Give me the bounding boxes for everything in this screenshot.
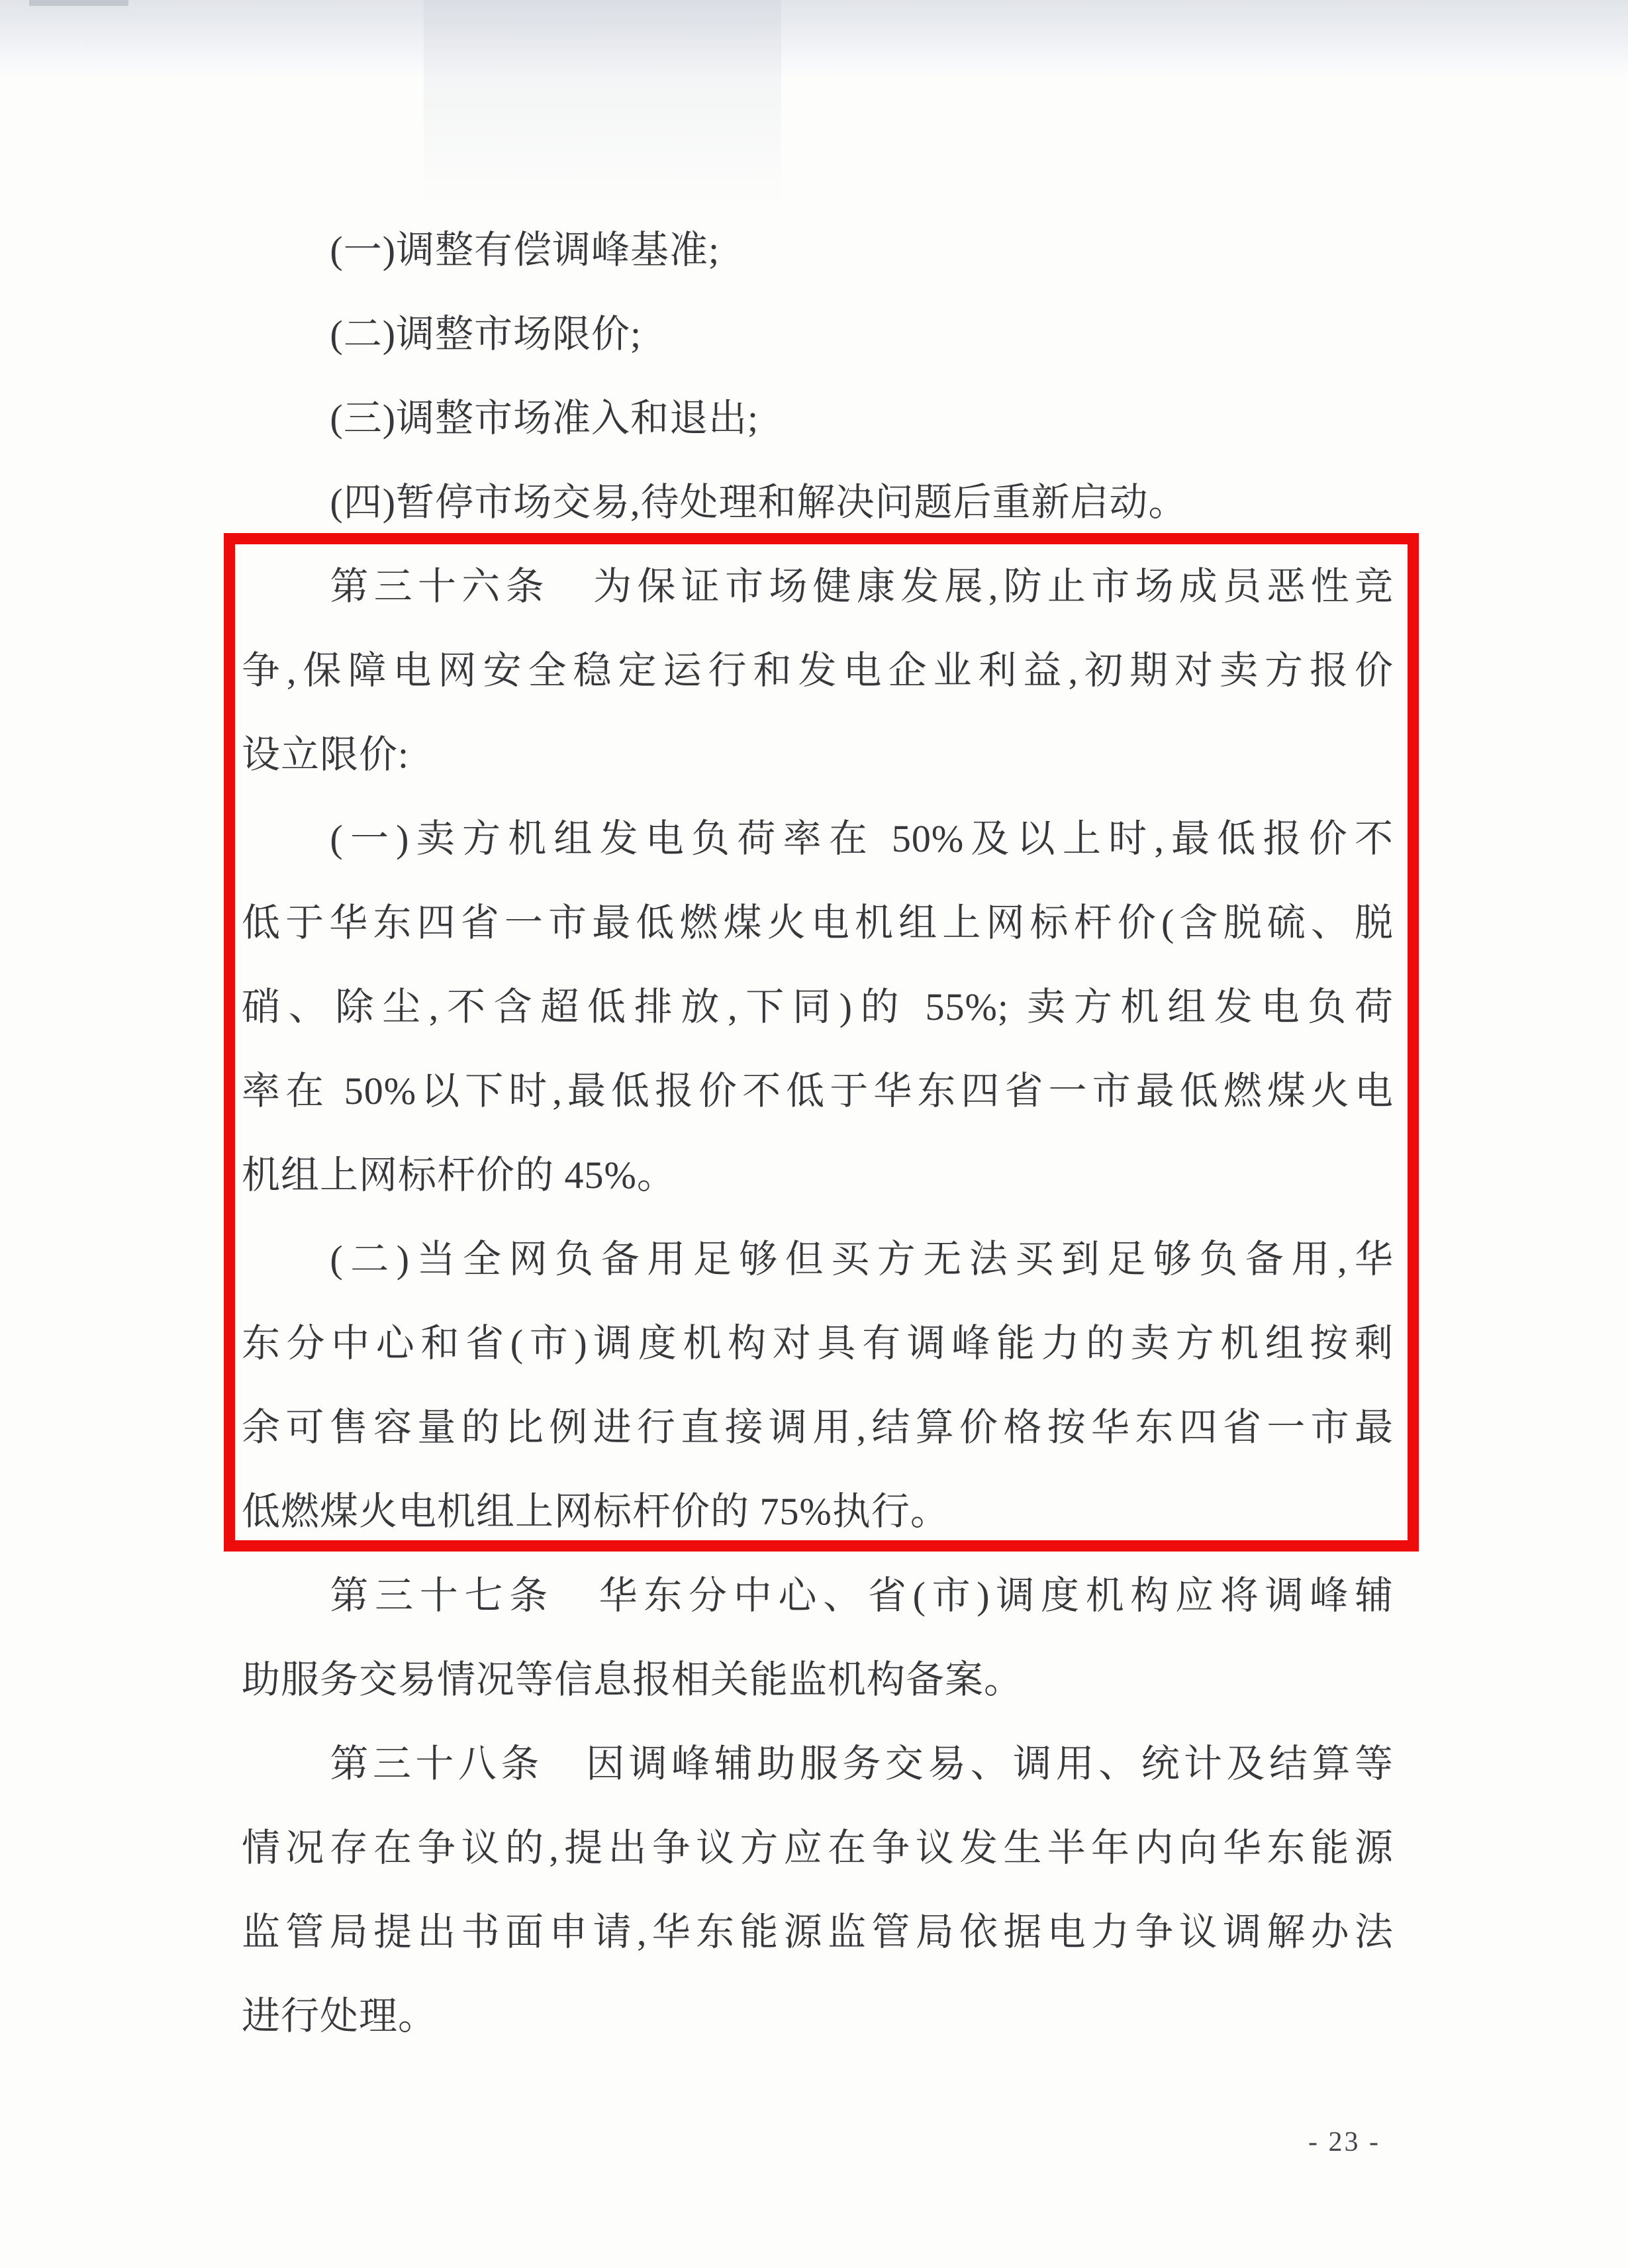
article-37-line-1: 第三十七条 华东分中心、省(市)调度机构应将调峰辅	[330, 1574, 1394, 1617]
article-36-line-6: 硝、除尘,不含超低排放,下同)的 55%; 卖方机组发电负荷	[242, 985, 1394, 1028]
article-36-line-8: 机组上网标杆价的 45%。	[242, 1154, 676, 1197]
article-36-line-1: 第三十六条 为保证市场健康发展,防止市场成员恶性竞	[330, 565, 1394, 608]
article-36-line-12: 低燃煤火电机组上网标杆价的 75%执行。	[242, 1490, 949, 1533]
article-36-line-9: (二)当全网负备用足够但买方无法买到足够负备用,华	[330, 1238, 1394, 1281]
article-38-line-1: 第三十八条 因调峰辅助服务交易、调用、统计及结算等	[330, 1742, 1394, 1785]
scan-edge-shadow	[0, 0, 1628, 78]
article-38-line-2: 情况存在争议的,提出争议方应在争议发生半年内向华东能源	[242, 1826, 1394, 1869]
article-36-line-7: 率在 50%以下时,最低报价不低于华东四省一市最低燃煤火电	[242, 1069, 1394, 1112]
article-36-line-2: 争,保障电网安全稳定运行和发电企业利益,初期对卖方报价	[242, 649, 1394, 692]
article-36-line-4: (一)卖方机组发电负荷率在 50%及以上时,最低报价不	[330, 817, 1394, 860]
article-37-line-2: 助服务交易情况等信息报相关能监机构备案。	[242, 1658, 1024, 1701]
list-item-3: (三)调整市场准入和退出;	[330, 397, 759, 440]
article-36-line-3: 设立限价:	[242, 733, 410, 776]
article-36-line-5: 低于华东四省一市最低燃煤火电机组上网标杆价(含脱硫、脱	[242, 901, 1394, 944]
page-number: - 23 -	[1308, 2127, 1380, 2157]
scan-edge-notch	[29, 0, 128, 6]
scan-streak-artifact	[424, 0, 781, 205]
list-item-2: (二)调整市场限价;	[330, 313, 642, 356]
list-item-1: (一)调整有偿调峰基准;	[330, 228, 720, 271]
article-36-line-10: 东分中心和省(市)调度机构对具有调峰能力的卖方机组按剩	[242, 1322, 1394, 1365]
article-36-line-11: 余可售容量的比例进行直接调用,结算价格按华东四省一市最	[242, 1406, 1394, 1449]
document-body	[242, 208, 1394, 2058]
list-item-4: (四)暂停市场交易,待处理和解决问题后重新启动。	[330, 481, 1188, 524]
article-38-line-4: 进行处理。	[242, 1995, 438, 2038]
article-38-line-3: 监管局提出书面申请,华东能源监管局依据电力争议调解办法	[242, 1910, 1394, 1953]
